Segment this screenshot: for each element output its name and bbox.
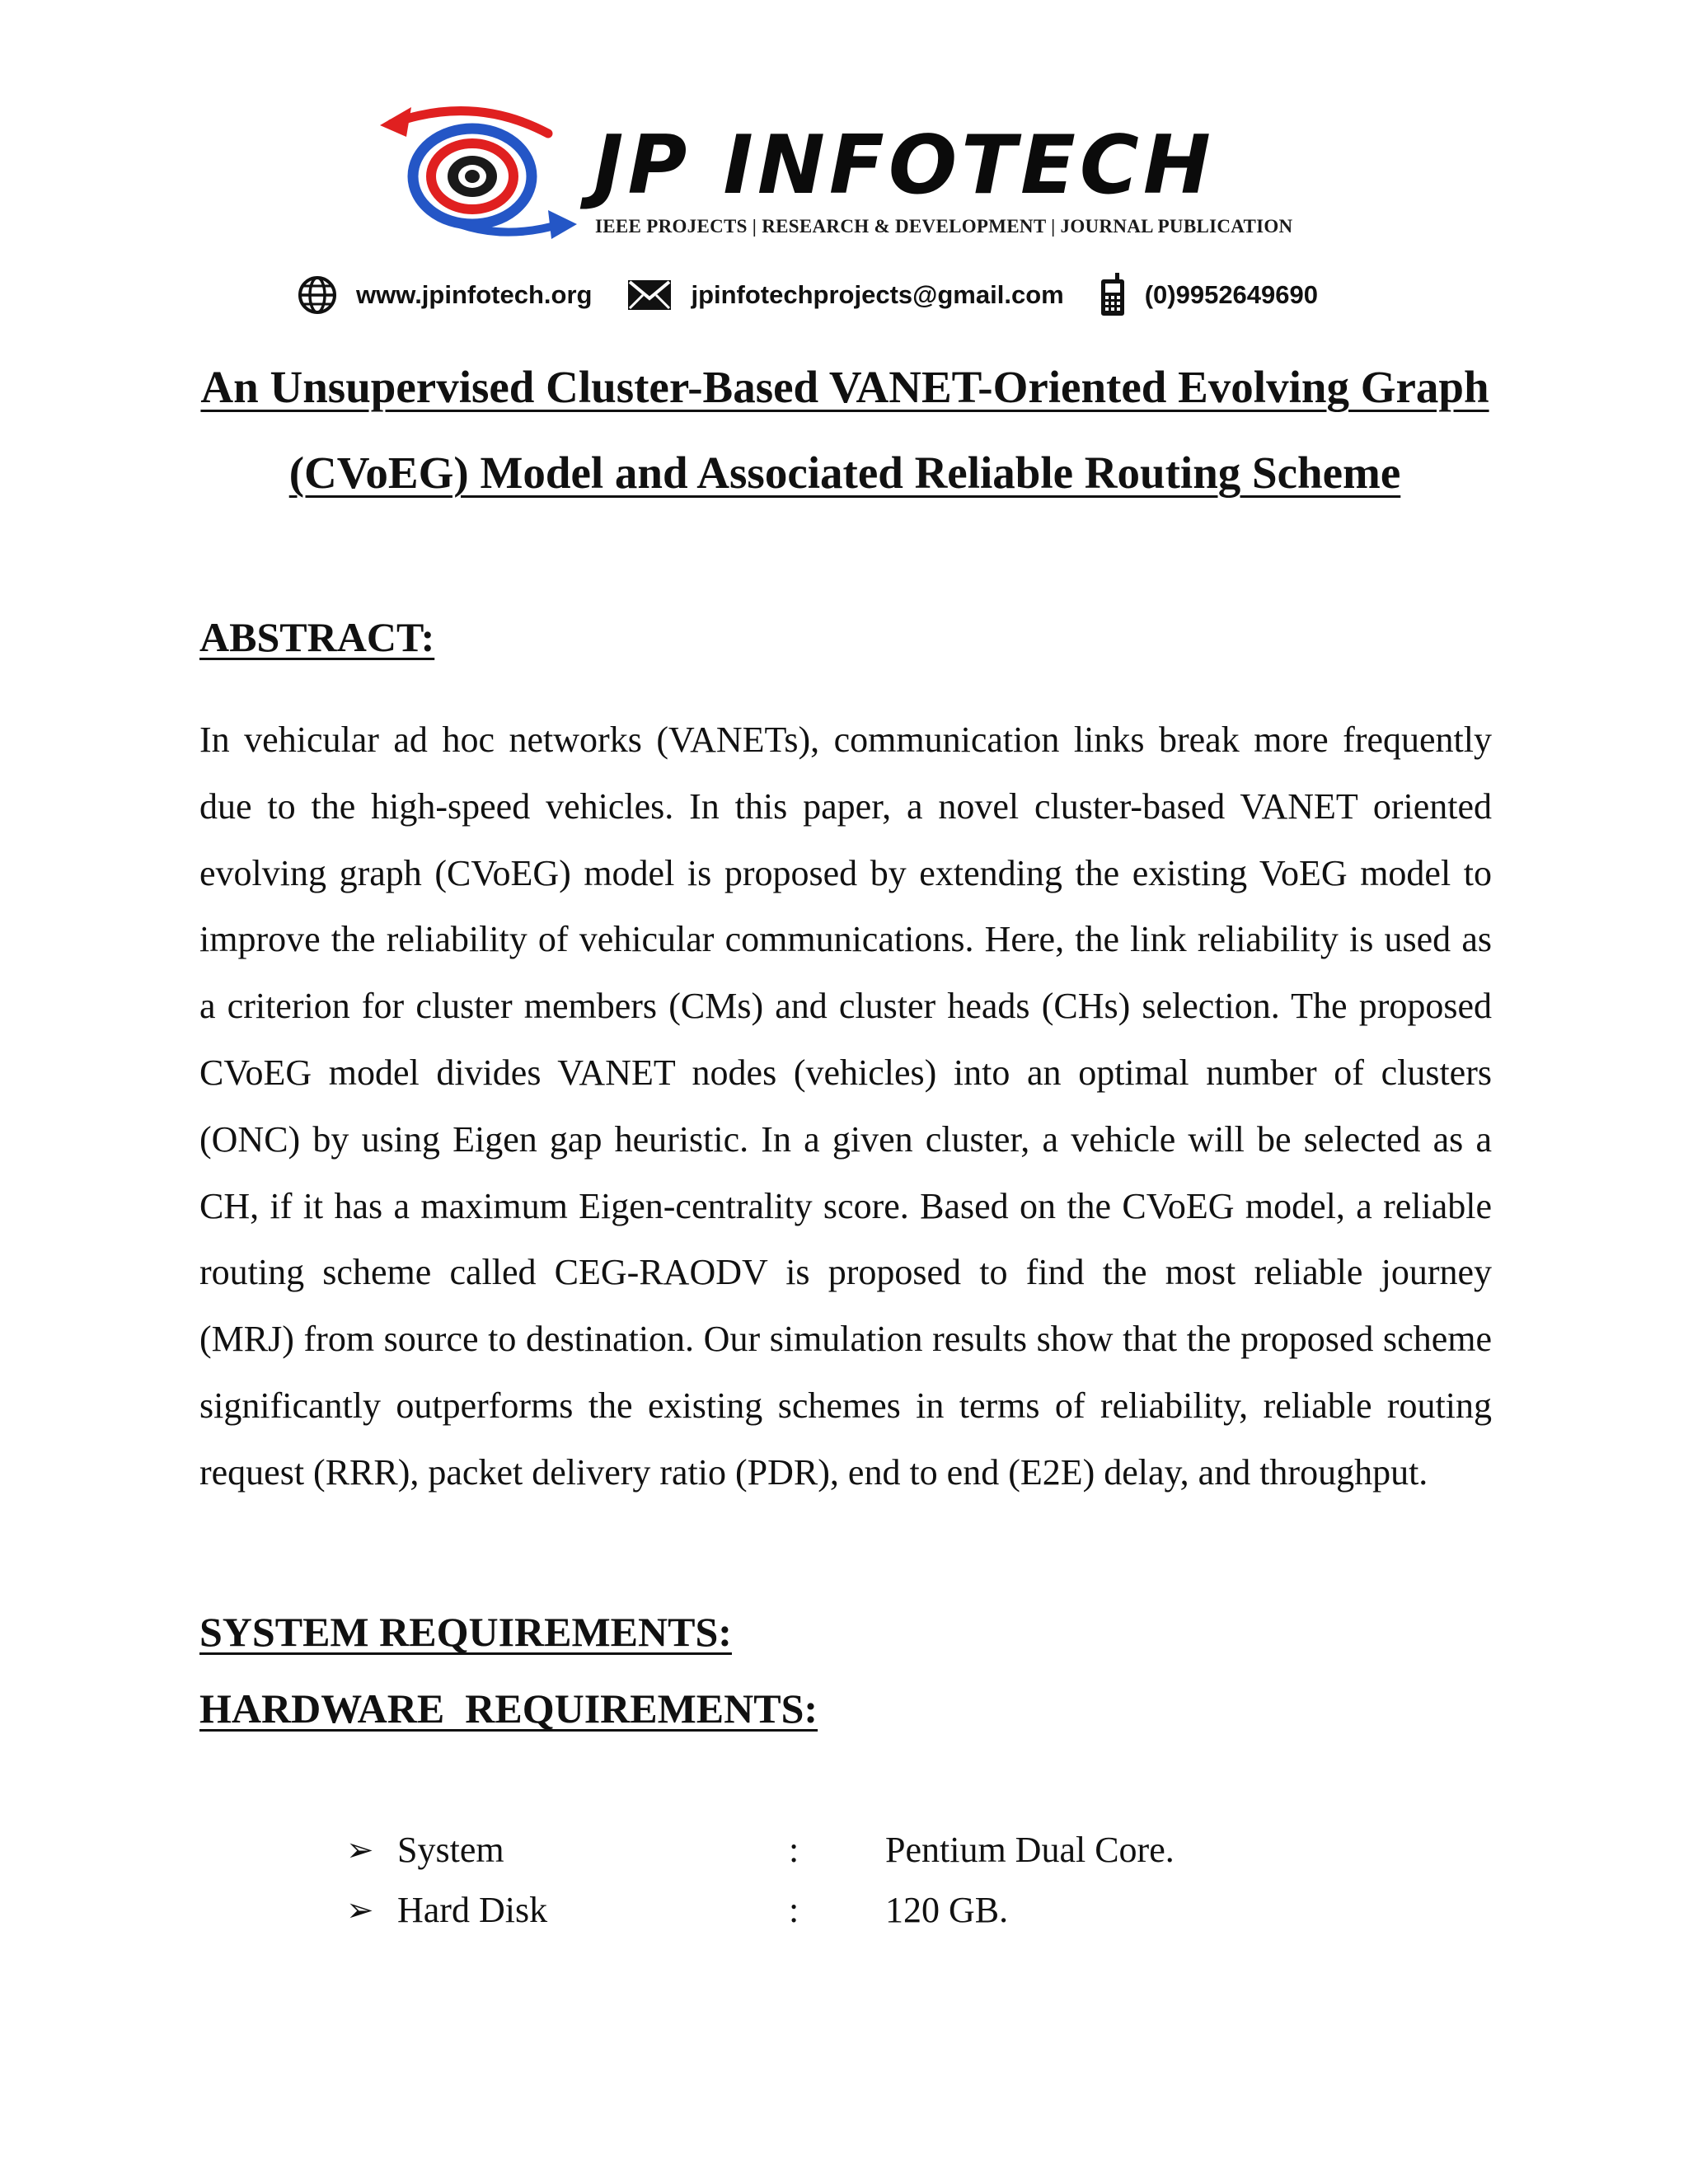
document-title: An Unsupervised Cluster-Based VANET-Oriented Evolving Graph (CVoEG) Model and Associated Reliable Routing Scheme xyxy=(200,362,1489,498)
globe-icon xyxy=(297,274,338,316)
requirement-item-hard-disk xyxy=(346,1880,1418,1940)
requirement-separator: : xyxy=(789,1830,799,1870)
phone-contact[interactable] xyxy=(1099,273,1318,317)
envelope-icon xyxy=(626,279,673,312)
brand-name: JP INFOTECH xyxy=(593,119,1215,213)
website-contact[interactable] xyxy=(297,274,592,316)
contact-row xyxy=(297,270,1318,320)
email-contact[interactable] xyxy=(626,279,1063,312)
system-requirements-heading: SYSTEM REQUIREMENTS: xyxy=(199,1609,732,1655)
requirement-item-system xyxy=(346,1820,1418,1880)
phone-number[interactable]: (0)9952649690 xyxy=(1144,280,1318,309)
logo-mark xyxy=(375,101,585,245)
website-link[interactable]: www.jpinfotech.org xyxy=(356,280,593,309)
hardware-requirements-heading: HARDWARE REQUIREMENTS: xyxy=(199,1685,818,1732)
brand-tagline: IEEE PROJECTS | RESEARCH & DEVELOPMENT | JOURNAL PUBLICATION xyxy=(595,216,1293,237)
arrow-bullet-icon: ➢ xyxy=(346,1830,374,1868)
requirement-separator: : xyxy=(789,1890,799,1930)
abstract-body: In vehicular ad hoc networks (VANETs), communication links break more frequently due to the high-speed vehicles. In this paper, a novel cluster-based VANET oriented evolving graph (CVoEG) model is proposed by extending the existing VoEG model to improve the reliability of vehicular communications. Here, the link reliability is used as a criterion for cluster members (CMs) and cluster heads (CHs) selection. The proposed CVoEG model divides VANET nodes (vehicles) into an optimal number of clusters (ONC) by using Eigen gap heuristic. In a given cluster, a vehicle will be selected as a CH, if it has a maximum Eigen-centrality score. Based on the CVoEG model, a reliable routing scheme called CEG-RAODV is proposed to find the most reliable journey (MRJ) from source to destination. Our simulation results show that the proposed scheme significantly outperforms the existing schemes in terms of reliability, reliable routing request (RRR), packet delivery ratio (PDR), end to end (E2E) delay, and throughput. xyxy=(199,719,1492,1493)
arrow-bullet-icon: ➢ xyxy=(346,1891,374,1929)
letterhead xyxy=(0,91,1688,330)
phone-icon xyxy=(1099,273,1127,317)
email-link[interactable]: jpinfotechprojects@gmail.com xyxy=(691,280,1064,309)
requirement-value: 120 GB. xyxy=(885,1890,1009,1930)
requirement-name: Hard Disk xyxy=(397,1890,548,1930)
hardware-requirements-list xyxy=(346,1820,1418,1940)
requirement-value: Pentium Dual Core. xyxy=(885,1830,1175,1870)
requirement-name: System xyxy=(397,1830,504,1870)
abstract-heading: ABSTRACT: xyxy=(199,614,435,660)
